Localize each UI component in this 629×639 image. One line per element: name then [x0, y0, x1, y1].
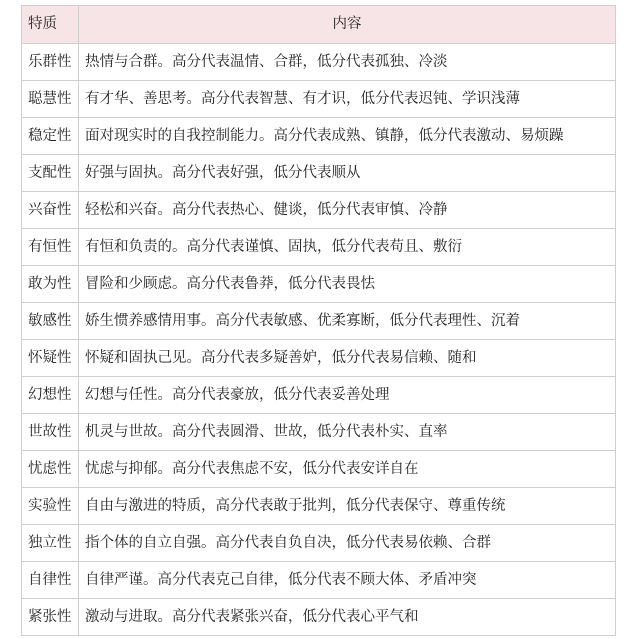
trait-name: 世故性 [22, 414, 79, 451]
table-row [22, 44, 616, 81]
table-row [22, 377, 616, 414]
header-row [22, 6, 616, 44]
table-row [22, 599, 616, 636]
trait-name: 紧张性 [22, 599, 79, 636]
trait-description: 好强与固执。高分代表好强，低分代表顺从 [79, 155, 616, 192]
trait-description: 自由与激进的特质，高分代表敢于批判，低分代表保守、尊重传统 [79, 488, 616, 525]
trait-description: 自律严谨。高分代表克己自律，低分代表不顾大体、矛盾冲突 [79, 562, 616, 599]
table-header [22, 6, 616, 44]
trait-name: 幻想性 [22, 377, 79, 414]
trait-description: 冒险和少顾虑。高分代表鲁莽，低分代表畏怯 [79, 266, 616, 303]
trait-name: 忧虑性 [22, 451, 79, 488]
trait-description: 忧虑与抑郁。高分代表焦虑不安，低分代表安详自在 [79, 451, 616, 488]
trait-description: 怀疑和固执己见。高分代表多疑善妒，低分代表易信赖、随和 [79, 340, 616, 377]
trait-name: 稳定性 [22, 118, 79, 155]
table-row [22, 451, 616, 488]
trait-description: 有恒和负责的。高分代表谨慎、固执，低分代表苟且、敷衍 [79, 229, 616, 266]
table-row [22, 340, 616, 377]
table-row [22, 525, 616, 562]
trait-description: 激动与进取。高分代表紧张兴奋，低分代表心平气和 [79, 599, 616, 636]
header-content: 内容 [79, 6, 616, 44]
trait-name: 实验性 [22, 488, 79, 525]
trait-description: 有才华、善思考。高分代表智慧、有才识，低分代表迟钝、学识浅薄 [79, 81, 616, 118]
trait-description: 幻想与任性。高分代表豪放，低分代表妥善处理 [79, 377, 616, 414]
trait-name: 敏感性 [22, 303, 79, 340]
trait-description: 面对现实时的自我控制能力。高分代表成熟、镇静，低分代表激动、易烦躁 [79, 118, 616, 155]
trait-description: 指个体的自立自强。高分代表自负自决，低分代表易依赖、合群 [79, 525, 616, 562]
table-row [22, 488, 616, 525]
trait-name: 有恒性 [22, 229, 79, 266]
table-row [22, 303, 616, 340]
trait-description: 热情与合群。高分代表温情、合群，低分代表孤独、冷淡 [79, 44, 616, 81]
table-row [22, 229, 616, 266]
trait-name: 敢为性 [22, 266, 79, 303]
trait-description: 娇生惯养感情用事。高分代表敏感、优柔寡断，低分代表理性、沉着 [79, 303, 616, 340]
table-body [22, 44, 616, 636]
trait-name: 自律性 [22, 562, 79, 599]
table-row [22, 155, 616, 192]
trait-name: 怀疑性 [22, 340, 79, 377]
trait-name: 支配性 [22, 155, 79, 192]
trait-name: 独立性 [22, 525, 79, 562]
table-row [22, 81, 616, 118]
table-row [22, 414, 616, 451]
trait-name: 聪慧性 [22, 81, 79, 118]
table-row [22, 118, 616, 155]
header-trait: 特质 [22, 6, 79, 44]
table-row [22, 192, 616, 229]
trait-name: 兴奋性 [22, 192, 79, 229]
trait-description: 机灵与世故。高分代表圆滑、世故，低分代表朴实、直率 [79, 414, 616, 451]
trait-description: 轻松和兴奋。高分代表热心、健谈，低分代表审慎、冷静 [79, 192, 616, 229]
table-row [22, 562, 616, 599]
personality-trait-table [21, 5, 616, 636]
trait-name: 乐群性 [22, 44, 79, 81]
table-row [22, 266, 616, 303]
